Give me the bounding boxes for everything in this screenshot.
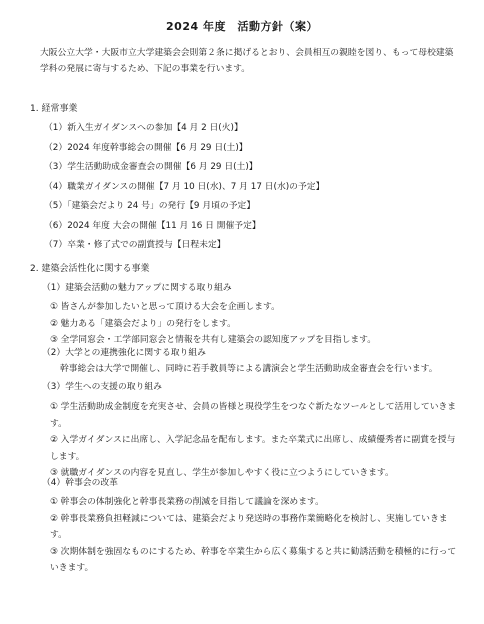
list-item: ③ 全学同窓会・工学部同窓会と情報を共有し建築会の認知度アップを目指します。 [50, 335, 377, 345]
section-2-heading: 2. 建築会活性化に関する事業 [30, 264, 150, 274]
list-item: ① 幹事会の体制強化と幹事長業務の削減を目指して議論を深めます。 [50, 497, 324, 507]
subsection-4-list [50, 494, 460, 577]
subsection-1-heading: （1）建築会活動の魅力アップに関する取り組み [42, 283, 232, 293]
list-item: （1）新入生ガイダンスへの参加【4 月 2 日(火)】 [44, 123, 243, 133]
list-item: ② 入学ガイダンスに出席し、入学記念品を配布します。また卒業式に出席し、成績優秀者に副賞を授与します。 [50, 435, 456, 462]
list-item: ② 幹事長業務負担軽減については、建築会だより発送時の事務作業簡略化を検討し、実施していきます。 [50, 513, 448, 540]
list-item: （5）「建築会だより 24 号」の発行【9 月頃の予定】 [44, 201, 256, 211]
list-item: （4）職業ガイダンスの開催【7 月 10 日(水)、7 月 17 日(水)の予定】 [44, 181, 325, 192]
subsection-2-text: 幹事総会は大学で開催し、同時に若手教員等による講演会と学生活動助成金審査会を行います。 [60, 364, 438, 374]
document-title: 2024 年度 活動方針（案） [166, 20, 318, 33]
section-1-heading: 1. 経常事業 [30, 104, 78, 114]
list-item: ① 皆さんが参加したいと思って頂ける大会を企画します。 [50, 302, 280, 312]
list-item: （7）卒業・修了式での副賞授与【日程未定】 [44, 240, 226, 250]
subsection-3-list [50, 399, 460, 482]
intro-paragraph: 大阪公立大学・大阪市立大学建築会会則第２条に掲げるとおり、会員相互の親睦を図り、もって母校建築学科の発展に寄与するため、下記の事業を行います。 [40, 48, 454, 74]
list-item: （6）2024 年度 大会の開催【11 月 16 日 開催予定】 [44, 220, 261, 231]
subsection-3-heading: （3）学生への支援の取り組み [42, 382, 162, 392]
section-1-list [44, 123, 324, 260]
list-item: ③ 次期体制を強固なものにするため、幹事を卒業生から広く募集すると共に勧誘活動を積極的に行っていきます。 [50, 546, 457, 573]
list-item: ② 魅力ある「建築会だより」の発行をします。 [50, 318, 236, 329]
list-item: （3）学生活動助成金審査会の開催【6 月 29 日(土)】 [44, 162, 258, 172]
list-item: （2）2024 年度幹事総会の開催【6 月 29 日(土)】 [44, 142, 248, 153]
list-item: ③ 就職ガイダンスの内容を見直し、学生が参加しやすく役に立つようにしていきます。 [50, 468, 394, 478]
list-item: ① 学生活動助成金制度を充実させ、会員の皆様と現役学生をつなぐ新たなツールとして活用していきます。 [50, 402, 457, 429]
subsection-2-heading: （2）大学との連携強化に関する取り組み [42, 348, 206, 358]
subsection-1-list [50, 299, 460, 349]
subsection-4-heading: （4）幹事会の改革 [42, 478, 118, 488]
